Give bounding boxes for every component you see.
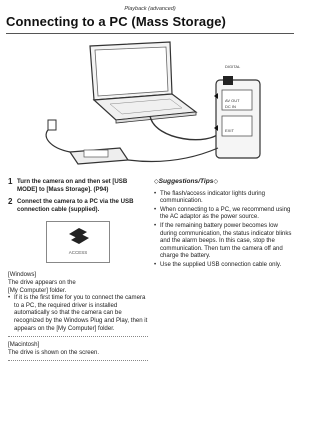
access-display-image xyxy=(46,221,110,263)
ac-adaptor-image xyxy=(46,128,218,164)
windows-bullet: • If it is the first time for you to connect the camera to a PC, the required driver is installed automatically so that the camera can be recognized by the Windows Plug and Play, then it appears on the [My Computer] folder. xyxy=(8,294,148,332)
windows-line: The drive appears on the xyxy=(8,278,76,286)
step-2 xyxy=(8,198,148,213)
step-number: 1 xyxy=(8,177,13,186)
windows-section xyxy=(8,271,148,332)
usb-cable xyxy=(150,116,220,140)
tips-column xyxy=(154,178,292,270)
access-label: ACCESS xyxy=(68,249,88,255)
title-divider xyxy=(6,33,294,34)
step-number: 2 xyxy=(8,197,13,207)
macintosh-section xyxy=(8,341,148,356)
tips-title: Suggestions/Tips xyxy=(158,178,214,185)
switch-label-2: AV OUT xyxy=(225,98,240,103)
page-title: Connecting to a PC (Mass Storage) xyxy=(6,14,226,29)
camera-image xyxy=(214,76,260,158)
tips-heading xyxy=(154,178,292,187)
windows-heading: [Windows] xyxy=(8,271,37,279)
diamond-icon: ◇ xyxy=(154,179,159,185)
windows-bullets xyxy=(8,294,148,332)
section-divider xyxy=(8,336,148,337)
laptop-image xyxy=(90,42,196,123)
switch-label-1: DIGITAL xyxy=(225,64,241,69)
instructions-column xyxy=(8,178,148,365)
macintosh-heading: [Macintosh] xyxy=(8,341,40,349)
tip-item: • When connecting to a PC, we recommend using the AC adaptor as the power source. xyxy=(154,206,292,221)
tip-item: • The flash/access indicator lights during communication. xyxy=(154,190,292,205)
windows-line: [My Computer] folder. xyxy=(8,286,67,294)
section-divider xyxy=(8,360,148,361)
step-1 xyxy=(8,178,148,193)
tip-item: • If the remaining battery power becomes low during communication, the status indicator blinks and the alarm beeps. In this case, stop the communication. Then turn the camera off and charge the battery. xyxy=(154,222,292,260)
step-text: Connect the camera to a PC via the USB connection cable (supplied). xyxy=(17,198,134,213)
diamond-icon: ◇ xyxy=(213,179,219,185)
connection-illustration xyxy=(20,36,280,172)
macintosh-line: The drive is shown on the screen. xyxy=(8,348,100,356)
tips-list xyxy=(154,190,292,269)
exit-label: EXIT xyxy=(225,128,234,133)
step-text: Turn the camera on and then set [USB MODE] to [Mass Storage]. (P94) xyxy=(17,178,128,193)
switch-label-3: DC IN xyxy=(225,104,236,109)
access-icon xyxy=(47,222,109,262)
tip-item: • Use the supplied USB connection cable only. xyxy=(154,261,292,269)
section-label: Playback (advanced) xyxy=(124,6,176,12)
